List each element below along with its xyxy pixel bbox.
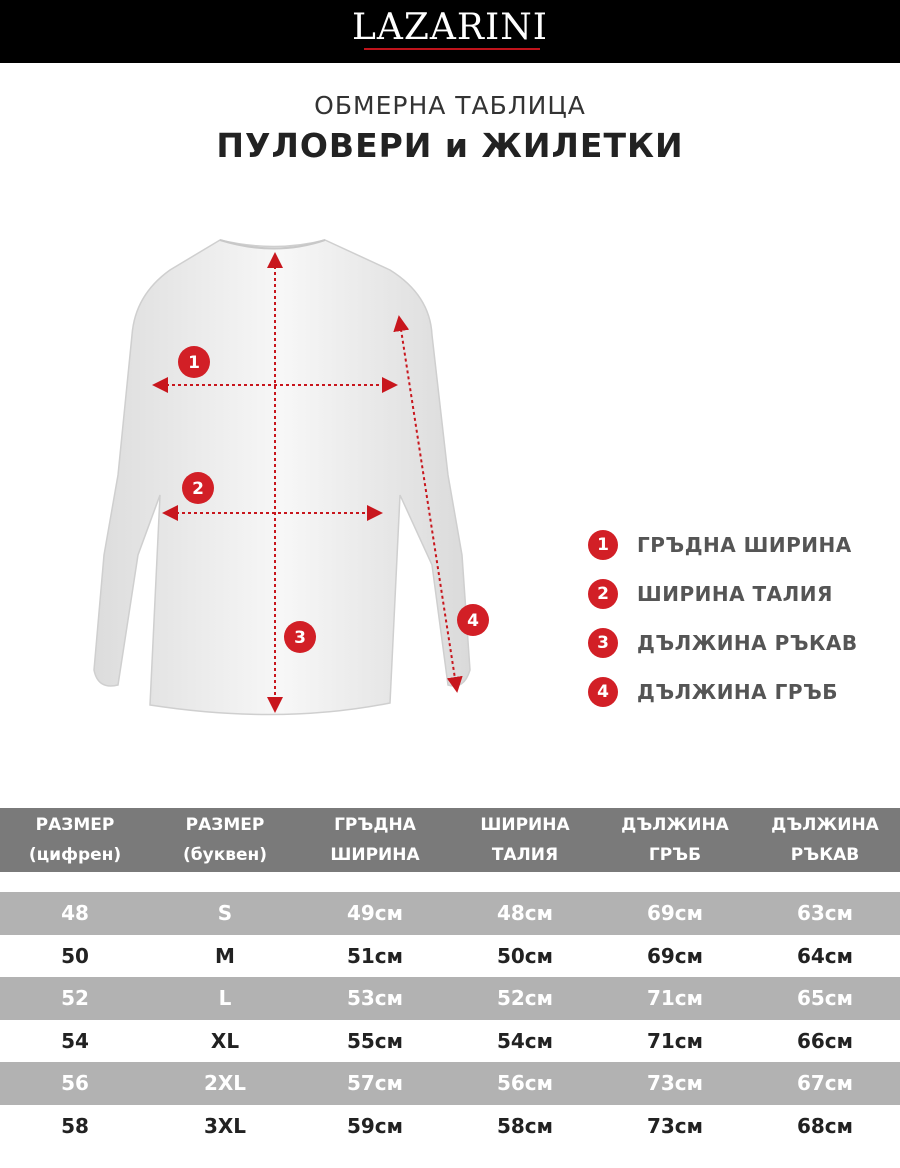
column-header: РАЗМЕР (цифрен) <box>28 815 122 865</box>
svg-text:1: 1 <box>188 353 200 373</box>
legend-label: ДЪЛЖИНА РЪКАВ <box>637 630 858 655</box>
table-cell: 3XL <box>203 1113 247 1138</box>
table-cell: 63см <box>796 901 854 926</box>
marker-2 <box>182 472 214 504</box>
table-cell: 53см <box>346 986 404 1011</box>
page-title: ОБМЕРНА ТАБЛИЦА <box>314 91 586 120</box>
brand-header <box>0 0 900 63</box>
column-header: ШИРИНА ТАЛИЯ <box>480 815 570 865</box>
svg-text:2: 2 <box>192 479 204 499</box>
sweater-illustration <box>60 225 500 735</box>
table-row <box>0 1062 900 1105</box>
table-cell: 48 <box>61 901 89 926</box>
table-cell: 56см <box>496 1071 554 1096</box>
svg-text:4: 4 <box>467 611 479 631</box>
table-cell: 71см <box>646 986 704 1011</box>
sweater-body <box>94 240 470 715</box>
table-row <box>0 935 900 978</box>
column-header: ДЪЛЖИНА ГРЪБ <box>621 815 729 865</box>
legend-item <box>588 618 888 667</box>
column-header: ГРЪДНА ШИРИНА <box>330 815 420 865</box>
brand-logo: LAZARINI <box>352 7 548 48</box>
legend-number-badge: 3 <box>588 628 618 658</box>
marker-3 <box>284 621 316 653</box>
table-cell: XL <box>210 1028 240 1053</box>
legend-item <box>588 667 888 716</box>
table-cell: 73см <box>646 1071 704 1096</box>
table-row <box>0 977 900 1020</box>
legend-number-badge: 1 <box>588 530 618 560</box>
table-cell: 67см <box>796 1071 854 1096</box>
table-cell: L <box>218 986 232 1011</box>
column-header: ДЪЛЖИНА РЪКАВ <box>771 815 879 865</box>
legend-item <box>588 520 888 569</box>
table-cell: 65см <box>796 986 854 1011</box>
marker-4 <box>457 604 489 636</box>
table-cell: 48см <box>496 901 554 926</box>
table-cell: 52см <box>496 986 554 1011</box>
header-gap <box>0 872 900 892</box>
table-cell: 71см <box>646 1028 704 1053</box>
page-subtitle: ПУЛОВЕРИ и ЖИЛЕТКИ <box>216 126 684 165</box>
table-cell: 2XL <box>203 1071 247 1096</box>
table-cell: 64см <box>796 943 854 968</box>
column-header: РАЗМЕР (буквен) <box>182 815 268 865</box>
legend-label: ШИРИНА ТАЛИЯ <box>637 581 833 606</box>
table-cell: 73см <box>646 1113 704 1138</box>
svg-text:3: 3 <box>294 628 306 648</box>
table-cell: 54см <box>496 1028 554 1053</box>
table-cell: 68см <box>796 1113 854 1138</box>
table-cell: 55см <box>346 1028 404 1053</box>
table-header <box>0 808 900 872</box>
table-row <box>0 892 900 935</box>
table-cell: 66см <box>796 1028 854 1053</box>
table-cell: S <box>217 901 233 926</box>
legend-label: ДЪЛЖИНА ГРЪБ <box>637 679 839 704</box>
logo-underline <box>364 48 540 50</box>
table-cell: 52 <box>61 986 89 1011</box>
table-cell: 57см <box>346 1071 404 1096</box>
measurement-legend <box>588 520 888 716</box>
table-cell: 59см <box>346 1113 404 1138</box>
table-row <box>0 1105 900 1148</box>
table-cell: M <box>215 943 235 968</box>
table-cell: 51см <box>346 943 404 968</box>
table-cell: 49см <box>346 901 404 926</box>
table-cell: 50 <box>61 943 89 968</box>
table-cell: 69см <box>646 943 704 968</box>
table-cell: 69см <box>646 901 704 926</box>
table-cell: 58см <box>496 1113 554 1138</box>
legend-item <box>588 569 888 618</box>
size-table <box>0 808 900 1147</box>
legend-label: ГРЪДНА ШИРИНА <box>637 532 852 557</box>
legend-number-badge: 2 <box>588 579 618 609</box>
legend-number-badge: 4 <box>588 677 618 707</box>
table-row <box>0 1020 900 1063</box>
table-cell: 58 <box>61 1113 89 1138</box>
marker-1 <box>178 346 210 378</box>
table-cell: 54 <box>61 1028 89 1053</box>
table-cell: 50см <box>496 943 554 968</box>
table-cell: 56 <box>61 1071 89 1096</box>
